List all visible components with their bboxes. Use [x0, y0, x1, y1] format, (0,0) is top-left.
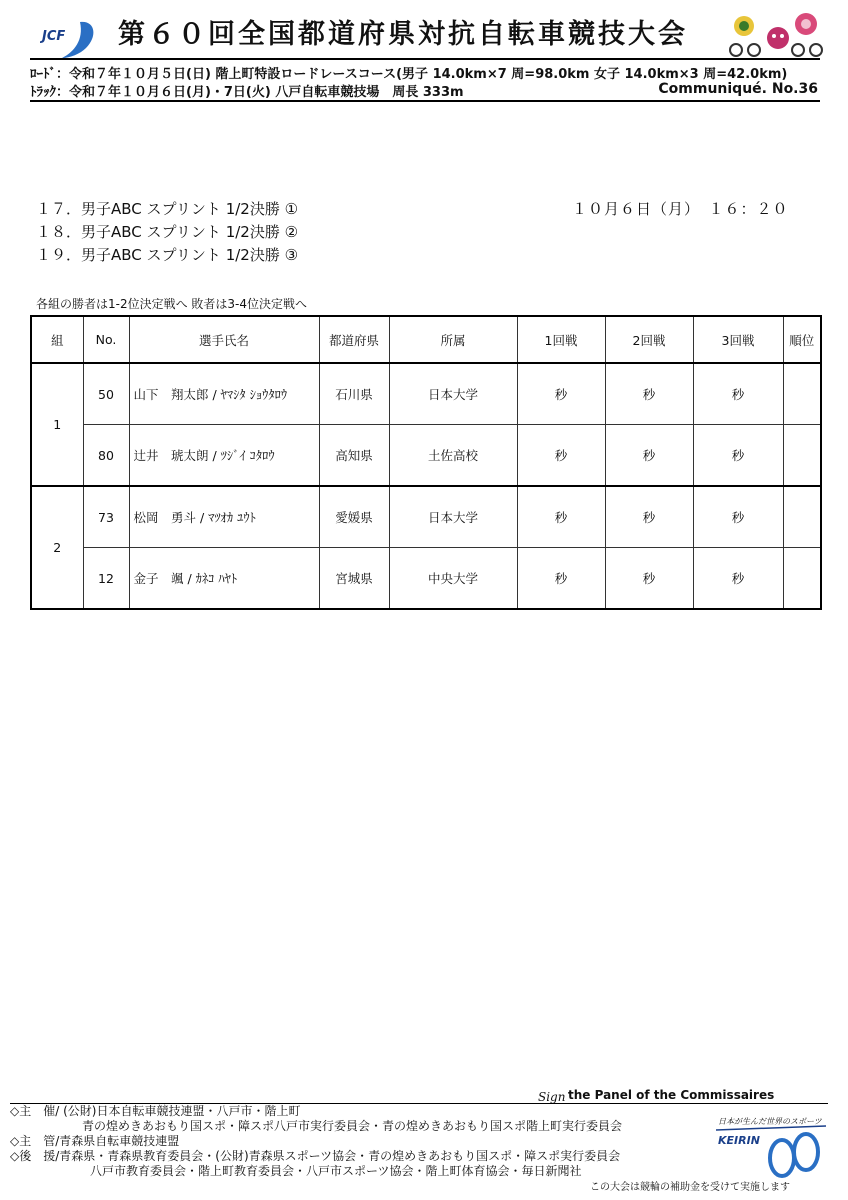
keirin-tagline: 日本が生んだ世界のスポーツ [718, 1117, 822, 1126]
col-header-round3: 3回戦 [693, 316, 783, 363]
col-header-team: 所属 [389, 316, 517, 363]
rider-prefecture: 愛媛県 [319, 486, 389, 548]
table-row [31, 486, 821, 548]
round1-time: 秒 [517, 486, 605, 548]
col-header-round1: 1回戦 [517, 316, 605, 363]
rider-team: 日本大学 [389, 363, 517, 425]
rider-prefecture: 高知県 [319, 425, 389, 487]
round3-time: 秒 [693, 425, 783, 487]
round1-time: 秒 [517, 425, 605, 487]
rider-number: 80 [83, 425, 129, 487]
round3-time: 秒 [693, 486, 783, 548]
event-title-1: １７．男子ABC スプリント 1/2決勝 ① [36, 200, 299, 218]
support-line-2: 八戸市教育委員会・階上町教育委員会・八戸市スポーツ協会・階上町体育協会・毎日新聞社 [90, 1164, 582, 1178]
header-divider-bottom [30, 100, 820, 102]
round3-time: 秒 [693, 363, 783, 425]
round2-time: 秒 [605, 425, 693, 487]
round2-time: 秒 [605, 363, 693, 425]
rider-team: 日本大学 [389, 486, 517, 548]
rider-name: 辻井 琥太朗 / ﾂｼﾞｲ ｺﾀﾛｳ [129, 425, 319, 487]
support-line: ◇後 援/青森県・青森県教育委員会・(公財)青森県スポーツ協会・青の煌めきあおもり国スポ・障スポ実行委員会 [10, 1149, 621, 1163]
organizer-line: ◇主 催/ (公財)日本自転車競技連盟・八戸市・階上町 [10, 1104, 301, 1118]
rider-number: 73 [83, 486, 129, 548]
advancement-note: 各組の勝者は1-2位決定戦へ 敗者は3-4位決定戦へ [36, 297, 308, 311]
event-title-2: １８．男子ABC スプリント 1/2決勝 ② [36, 223, 299, 241]
subsidy-notice: この大会は競輪の補助金を受けて実施します [590, 1182, 790, 1193]
organizer-line-2: 青の煌めきあおもり国スポ・障スポ八戸市実行委員会・青の煌めきあおもり国スポ階上町実行委員会 [82, 1119, 623, 1133]
col-header-round2: 2回戦 [605, 316, 693, 363]
track-race-info: ﾄﾗｯｸ：令和７年１０月６日(月)・7日(火) 八戸自転車競技場 周長 333m [30, 85, 464, 100]
results-table [30, 315, 822, 610]
col-header-name: 選手氏名 [129, 316, 319, 363]
group-number: 2 [31, 486, 83, 609]
round2-time: 秒 [605, 548, 693, 610]
svg-text:KEIRIN: KEIRIN [718, 1134, 760, 1147]
commissaires-panel-label: the Panel of the Commissaires [568, 1088, 775, 1102]
table-header-row [31, 316, 821, 363]
rider-name: 山下 翔太郎 / ﾔﾏｼﾀ ｼｮｳﾀﾛｳ [129, 363, 319, 425]
rider-name: 松岡 勇斗 / ﾏﾂｵｶ ﾕｳﾄ [129, 486, 319, 548]
road-race-info: ﾛｰﾄﾞ：令和７年１０月５日(日) 階上町特設ロードレースコース(男子 14.0km×7 周=98.0km 女子 14.0km×3 周=42.0km) [30, 67, 788, 82]
col-header-prefecture: 都道府県 [319, 316, 389, 363]
svg-text:JCF: JCF [42, 29, 66, 44]
col-header-rank: 順位 [783, 316, 821, 363]
round1-time: 秒 [517, 363, 605, 425]
rider-name: 金子 颯 / ｶﾈｺ ﾊﾔﾄ [129, 548, 319, 610]
col-header-number: No. [83, 316, 129, 363]
rider-number: 50 [83, 363, 129, 425]
page-title: 第６０回全国都道府県対抗自転車競技大会 [118, 19, 688, 50]
keirin-logo [716, 1122, 826, 1178]
rider-number: 12 [83, 548, 129, 610]
management-line: ◇主 管/青森県自転車競技連盟 [10, 1134, 180, 1148]
table-row [31, 548, 821, 610]
rider-rank [783, 486, 821, 548]
rider-rank [783, 425, 821, 487]
event-datetime: １０月６日（月） １６：２０ [572, 200, 789, 218]
table-row [31, 425, 821, 487]
sign-label: Sign [538, 1090, 566, 1104]
rider-prefecture: 宮城県 [319, 548, 389, 610]
round3-time: 秒 [693, 548, 783, 610]
header-divider-top [30, 58, 820, 60]
event-title-3: １９．男子ABC スプリント 1/2決勝 ③ [36, 246, 299, 264]
table-row [31, 363, 821, 425]
col-header-group: 組 [31, 316, 83, 363]
rider-rank [783, 363, 821, 425]
round2-time: 秒 [605, 486, 693, 548]
rider-team: 土佐高校 [389, 425, 517, 487]
rider-rank [783, 548, 821, 610]
jcf-logo [40, 18, 100, 60]
rider-team: 中央大学 [389, 548, 517, 610]
rider-prefecture: 石川県 [319, 363, 389, 425]
round1-time: 秒 [517, 548, 605, 610]
group-number: 1 [31, 363, 83, 486]
mascot-characters-image [726, 10, 826, 58]
communique-number: Communiqué. No.36 [658, 81, 818, 97]
